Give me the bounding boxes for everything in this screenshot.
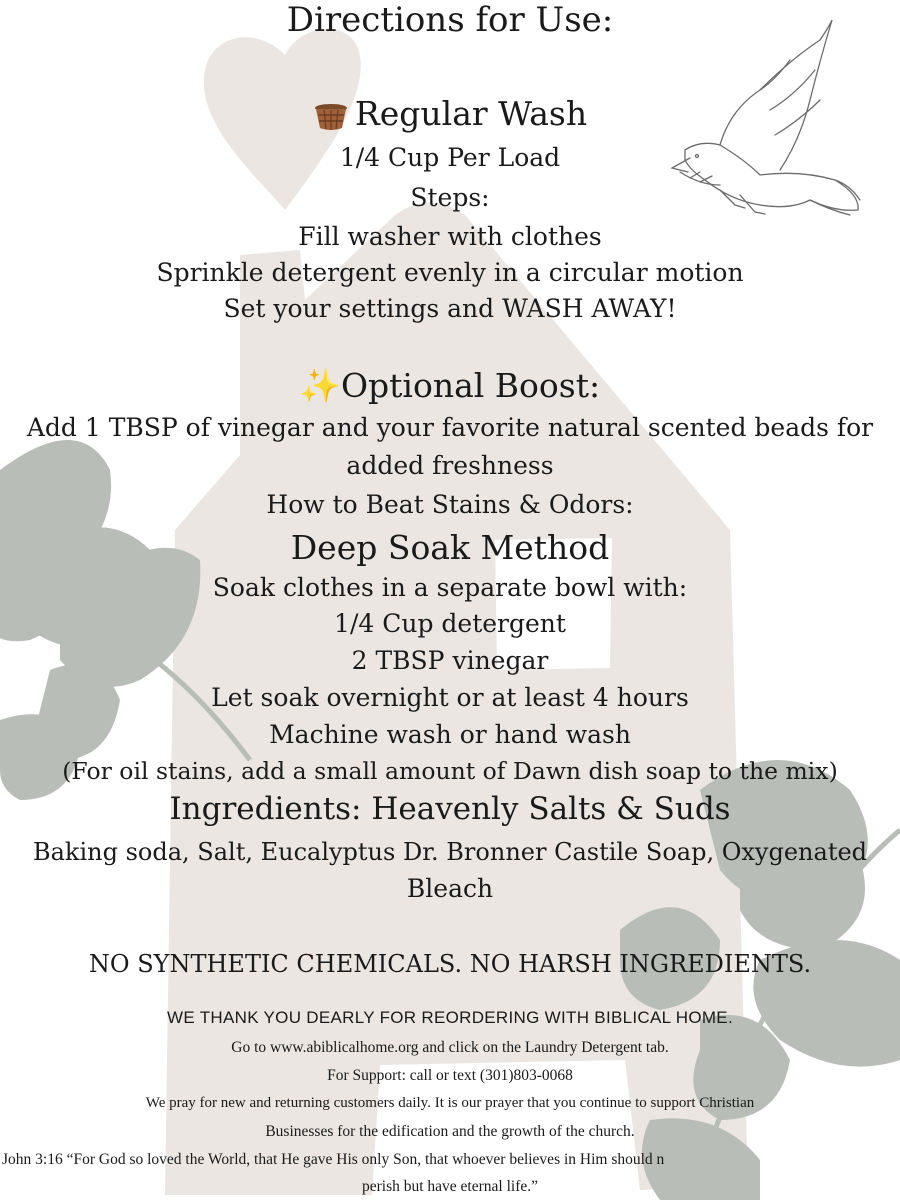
ingredients-heading: Ingredients: Heavenly Salts & Suds bbox=[169, 791, 731, 827]
bible-verse: perish but have eternal life.” bbox=[361, 1178, 539, 1195]
stains-heading: How to Beat Stains & Odors: bbox=[266, 490, 634, 519]
ingredients-line: Baking soda, Salt, Eucalyptus Dr. Bronner Castile Soap, Oxygenated bbox=[32, 838, 868, 866]
no-chemicals-claim: NO SYNTHETIC CHEMICALS. NO HARSH INGREDIENTS. bbox=[88, 950, 812, 978]
page-title: Directions for Use: bbox=[286, 0, 614, 40]
soak-line: Machine wash or hand wash bbox=[269, 720, 631, 749]
soak-line: 1/4 Cup detergent bbox=[334, 609, 566, 638]
steps-label: Steps: bbox=[410, 183, 490, 212]
thank-you-note: WE THANK YOU DEARLY FOR REORDERING WITH BIBLICAL HOME. bbox=[167, 1008, 733, 1027]
soak-line: Soak clothes in a separate bowl with: bbox=[212, 573, 688, 602]
basket-icon bbox=[313, 101, 349, 131]
website-note: Go to www.abiblicalhome.org and click on the Laundry Detergent tab. bbox=[231, 1039, 669, 1056]
ingredients-line: Bleach bbox=[406, 874, 494, 903]
optional-boost-text: added freshness bbox=[346, 451, 554, 480]
optional-boost-text: Add 1 TBSP of vinegar and your favorite natural scented beads for bbox=[26, 413, 874, 442]
deep-soak-heading: Deep Soak Method bbox=[290, 528, 610, 567]
step-item: Sprinkle detergent evenly in a circular motion bbox=[156, 258, 744, 287]
step-item: Set your settings and WASH AWAY! bbox=[223, 294, 677, 323]
soak-line: (For oil stains, add a small amount of Dawn dish soap to the mix) bbox=[62, 757, 838, 785]
regular-wash-heading bbox=[0, 94, 900, 133]
prayer-note: We pray for new and returning customers daily. It is our prayer that you continue to support Christian bbox=[145, 1095, 755, 1111]
soak-line: 2 TBSP vinegar bbox=[351, 646, 549, 675]
regular-wash-heading-text: Regular Wash bbox=[354, 94, 588, 133]
support-note: For Support: call or text (301)803-0068 bbox=[327, 1067, 573, 1084]
soak-line: Let soak overnight or at least 4 hours bbox=[211, 683, 689, 712]
sparkles-icon: ✨ bbox=[299, 366, 341, 405]
prayer-note: Businesses for the edification and the growth of the church. bbox=[265, 1123, 635, 1140]
optional-boost-heading bbox=[0, 366, 900, 406]
bible-verse: John 3:16 “For God so loved the World, that He gave His only Son, that whoever believes in Him should n bbox=[2, 1151, 665, 1168]
regular-wash-amount: 1/4 Cup Per Load bbox=[339, 143, 561, 172]
optional-boost-heading-text: Optional Boost: bbox=[340, 366, 601, 405]
step-item: Fill washer with clothes bbox=[298, 222, 602, 251]
